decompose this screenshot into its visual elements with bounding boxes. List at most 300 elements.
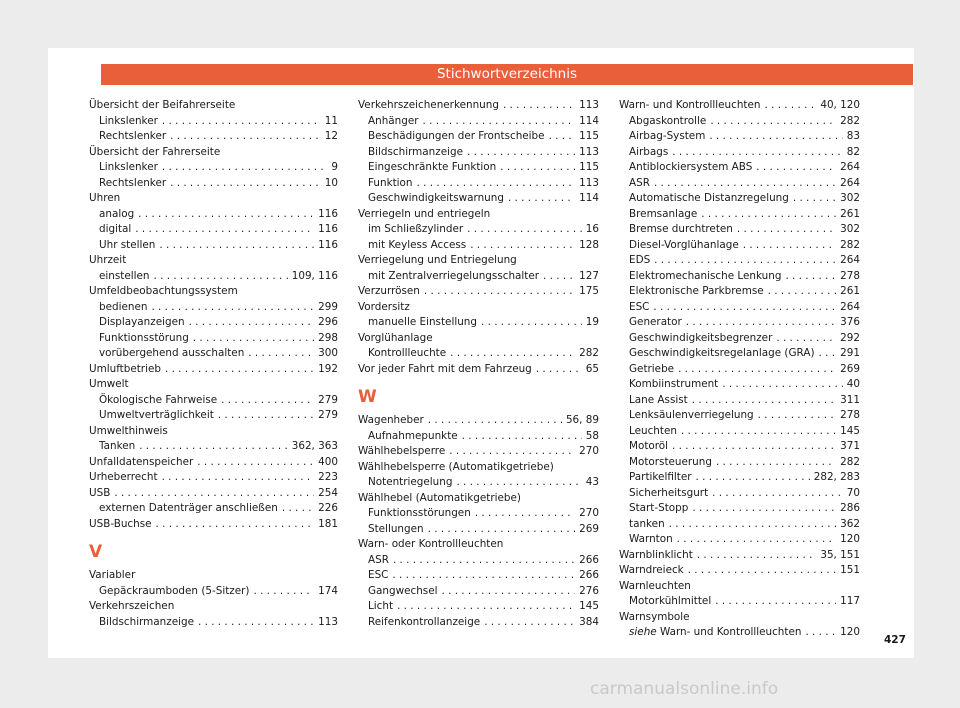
entry-label: mit Keyless Access (368, 238, 467, 251)
section-letter: V (89, 542, 103, 562)
index-entry (619, 98, 860, 114)
page-reference: 117 (840, 595, 860, 607)
leader-dots (715, 594, 836, 610)
watermark: carmanualsonline.info (590, 679, 779, 699)
leader-dots (536, 362, 582, 378)
index-entry (358, 207, 599, 223)
page-reference: 114 (579, 192, 599, 204)
page-reference: 282, 283 (813, 471, 860, 483)
page-reference: 264 (840, 254, 860, 266)
index-subentry (89, 393, 338, 409)
entry-label: Automatische Distanzregelung (629, 192, 789, 204)
entry-label: Diesel-Vorglühanlage (629, 238, 739, 251)
leader-dots (654, 176, 836, 192)
entry-label: Verzurrösen (358, 285, 420, 297)
index-subentry (89, 222, 338, 238)
index-subentry (619, 114, 860, 130)
leader-dots (428, 413, 562, 429)
leader-dots (793, 191, 836, 207)
leader-dots (189, 315, 315, 331)
page-reference: 279 (318, 393, 338, 406)
index-subentry (358, 176, 599, 192)
entry-label: Reifenkontrollanzeige (368, 615, 481, 628)
leader-dots (686, 315, 836, 331)
leader-dots (508, 191, 575, 207)
page-reference: 116 (318, 238, 338, 251)
entry-label: Warn- oder Kontrollleuchten (358, 538, 504, 550)
entry-label: Warn- und Kontrollleuchten (619, 99, 761, 111)
index-subentry (619, 300, 860, 316)
index-subentry (358, 114, 599, 130)
page-reference: 65 (585, 362, 599, 375)
index-entry (358, 537, 599, 553)
leader-dots (716, 455, 836, 471)
page-reference: 282 (579, 347, 599, 359)
page-reference: 175 (579, 285, 599, 297)
index-subentry (358, 615, 599, 631)
entry-label: Wählhebelsperre (Automatikgetriebe) (358, 460, 554, 473)
page-reference: 113 (579, 176, 599, 189)
entry-label: Partikelfilter (629, 471, 692, 483)
leader-dots (456, 475, 581, 491)
leader-dots (669, 517, 837, 533)
index-subentry (358, 269, 599, 285)
page-reference: 151 (840, 564, 860, 576)
leader-dots (162, 470, 315, 486)
page-reference: 266 (579, 553, 599, 566)
entry-label: Eingeschränkte Funktion (368, 161, 497, 173)
index-subentry (358, 315, 599, 331)
leader-dots (549, 129, 576, 145)
entry-label: Generator (629, 316, 682, 328)
entry-label: Abgaskontrolle (629, 114, 707, 127)
entry-label: ASR (629, 176, 650, 189)
index-entry (619, 563, 860, 579)
index-entry (89, 424, 338, 440)
entry-label: Beschädigungen der Frontscheibe (368, 130, 545, 142)
entry-label: Stellungen (368, 522, 424, 535)
entry-label-text: Warn- und Kontrollleuchten (656, 626, 802, 638)
entry-label: tanken (629, 517, 665, 530)
leader-dots (697, 548, 817, 564)
page-reference: 296 (318, 316, 338, 328)
page-reference: 223 (318, 471, 338, 483)
page-reference: 11 (324, 114, 338, 127)
page-reference: 116 (318, 207, 338, 220)
leader-dots (450, 346, 575, 362)
leader-dots (138, 207, 314, 223)
index-subentry (358, 584, 599, 600)
index-subentry (358, 191, 599, 207)
leader-dots (681, 424, 836, 440)
page-reference: 278 (840, 409, 860, 421)
leader-dots (688, 563, 836, 579)
leader-dots (678, 362, 836, 378)
index-subentry (358, 145, 599, 161)
leader-dots (417, 176, 576, 192)
index-subentry (89, 346, 338, 362)
leader-dots (165, 362, 314, 378)
page-reference: 266 (579, 569, 599, 581)
leader-dots (162, 160, 328, 176)
entry-label: ASR (368, 553, 389, 566)
entry-label: Verkehrszeichenerkennung (358, 99, 499, 111)
entry-label: bedienen (99, 300, 148, 313)
page-reference: 276 (579, 584, 599, 597)
entry-label: Ökologische Fahrweise (99, 393, 218, 406)
index-entry (358, 460, 599, 476)
index-entry (89, 470, 338, 486)
index-subentry (619, 284, 860, 300)
entry-label: Geschwindigkeitswarnung (368, 192, 504, 204)
page-reference: 109, 116 (291, 269, 338, 282)
index-subentry (358, 568, 599, 584)
index-entry (89, 362, 338, 378)
leader-dots (218, 408, 314, 424)
entry-label: Vor jeder Fahrt mit dem Fahrzeug (358, 362, 532, 375)
index-entry (358, 331, 599, 347)
leader-dots (672, 145, 843, 161)
entry-label: Bremse durchtreten (629, 223, 733, 235)
index-subentry (89, 207, 338, 223)
page-reference: 40 (846, 378, 860, 390)
entry-label: Urheberrecht (89, 471, 158, 483)
entry-label (629, 625, 801, 641)
index-subentry (89, 331, 338, 347)
entry-label: Elektronische Parkbremse (629, 285, 764, 297)
page-reference: 270 (579, 507, 599, 519)
entry-label: Funktionsstörungen (368, 507, 471, 519)
index-subentry (89, 238, 338, 254)
page-reference: 16 (585, 223, 599, 235)
leader-dots (114, 486, 314, 502)
page-reference: 261 (840, 285, 860, 297)
leader-dots (484, 615, 575, 631)
page-reference: 298 (318, 331, 338, 344)
entry-label: Gangwechsel (368, 584, 438, 597)
leader-dots (470, 238, 575, 254)
page-reference: 269 (840, 362, 860, 375)
leader-dots (282, 501, 314, 517)
page-reference: 113 (318, 615, 338, 628)
leader-dots (221, 393, 314, 409)
index-subentry (619, 145, 860, 161)
page-reference: 19 (585, 316, 599, 328)
entry-label: Vordersitz (358, 300, 410, 313)
page-reference: 70 (846, 486, 860, 499)
leader-dots (672, 439, 836, 455)
index-entry (358, 98, 599, 114)
leader-dots (170, 129, 321, 145)
index-subentry (619, 362, 860, 378)
leader-dots (500, 160, 575, 176)
index-entry (358, 491, 599, 507)
index-subentry (619, 439, 860, 455)
leader-dots (743, 238, 836, 254)
entry-label: Getriebe (629, 362, 675, 375)
leader-dots (162, 114, 321, 130)
index-subentry (619, 346, 860, 362)
entry-label: mit Zentralverriegelungsschalter (368, 269, 540, 282)
entry-label: Antiblockiersystem ABS (629, 161, 753, 173)
page-reference: 269 (579, 522, 599, 535)
index-subentry (619, 176, 860, 192)
index-subentry (358, 346, 599, 362)
leader-dots (696, 470, 810, 486)
entry-label: Geschwindigkeitsbegrenzer (629, 331, 773, 344)
index-subentry (619, 191, 860, 207)
leader-dots (449, 444, 575, 460)
page-reference: 279 (318, 409, 338, 421)
leader-dots (135, 222, 314, 238)
leader-dots (677, 532, 836, 548)
index-subentry (619, 377, 860, 393)
entry-label: Gepäckraumboden (5-Sitzer) (99, 584, 250, 597)
index-subentry (619, 393, 860, 409)
index-entry (358, 362, 599, 378)
page-reference: 82 (846, 145, 860, 158)
index-subentry (89, 615, 338, 631)
entry-label: Übersicht der Fahrerseite (89, 145, 221, 158)
page-reference: 362, 363 (291, 440, 338, 452)
index-subentry (619, 517, 860, 533)
page-header: Stichwortverzeichnis (101, 64, 913, 85)
leader-dots (151, 300, 314, 316)
leader-dots (710, 114, 836, 130)
leader-dots (170, 176, 321, 192)
page-reference: 254 (318, 486, 338, 499)
leader-dots (392, 568, 575, 584)
page-reference: 10 (324, 176, 338, 189)
entry-label: Verkehrszeichen (89, 600, 175, 612)
page-reference: 286 (840, 502, 860, 514)
index-entry (358, 413, 599, 429)
index-entry (89, 486, 338, 502)
entry-label: Start-Stopp (629, 502, 689, 514)
entry-label: Funktion (368, 176, 413, 189)
index-entry (619, 548, 860, 564)
leader-dots (653, 300, 836, 316)
index-subentry (619, 238, 860, 254)
page-reference: 226 (318, 502, 338, 514)
entry-label: Linkslenker (99, 161, 158, 173)
entry-label: USB-Buchse (89, 517, 152, 530)
page-reference: 40, 120 (820, 99, 860, 111)
page-reference: 12 (324, 130, 338, 142)
index-entry (619, 579, 860, 595)
leader-dots (154, 269, 288, 285)
leader-dots (785, 269, 836, 285)
page-reference: 192 (318, 362, 338, 375)
entry-label: Warndreieck (619, 564, 684, 576)
index-column-2 (358, 98, 599, 630)
entry-label: Motorkühlmittel (629, 595, 712, 607)
page-reference: 302 (840, 223, 860, 235)
entry-label: Umweltverträglichkeit (99, 409, 214, 421)
page-reference: 264 (840, 300, 860, 313)
leader-dots (692, 501, 836, 517)
leader-dots (423, 114, 576, 130)
entry-label: Verriegeln und entriegeln (358, 207, 491, 220)
entry-label: Bildschirmanzeige (368, 145, 463, 158)
entry-label: Linkslenker (99, 114, 158, 127)
page-reference: 58 (585, 429, 599, 442)
index-subentry (619, 594, 860, 610)
entry-label: manuelle Einstellung (368, 316, 477, 328)
page-reference: 116 (318, 223, 338, 235)
index-subentry (358, 238, 599, 254)
page-reference: 120 (840, 533, 860, 545)
page-reference: 282 (840, 238, 860, 251)
index-subentry (358, 506, 599, 522)
page-reference: 114 (579, 114, 599, 127)
leader-dots (253, 584, 314, 600)
page-reference: 282 (840, 114, 860, 127)
index-subentry (89, 501, 338, 517)
page-reference: 9 (331, 161, 338, 173)
entry-label: analog (99, 207, 135, 220)
entry-label: Warnblinklicht (619, 548, 693, 561)
entry-label: im Schließzylinder (368, 223, 464, 235)
leader-dots (692, 393, 836, 409)
page-reference: 264 (840, 161, 860, 173)
index-subentry (89, 300, 338, 316)
index-subentry (619, 501, 860, 517)
entry-label: Displayanzeigen (99, 316, 185, 328)
index-subentry (619, 486, 860, 502)
entry-label: Bremsanlage (629, 207, 698, 220)
index-subentry (619, 269, 860, 285)
leader-dots (737, 222, 836, 238)
index-column-3 (619, 98, 860, 641)
entry-label: vorübergehend ausschalten (99, 347, 245, 359)
leader-dots (467, 145, 575, 161)
leader-dots (475, 506, 575, 522)
page-reference: 145 (840, 424, 860, 437)
page-reference: 292 (840, 331, 860, 344)
leader-dots (654, 253, 836, 269)
entry-label: Warnton (629, 533, 673, 545)
page-reference: 127 (579, 269, 599, 282)
index-entry (89, 191, 338, 207)
page-reference: 145 (579, 600, 599, 612)
index-entry (89, 253, 338, 269)
index-entry (89, 517, 338, 533)
index-subentry (619, 625, 860, 641)
index-subentry (619, 315, 860, 331)
entry-label: ESC (368, 569, 389, 581)
index-entry (619, 610, 860, 626)
entry-label: externen Datenträger anschließen (99, 502, 278, 514)
entry-label: EDS (629, 254, 651, 266)
leader-dots (159, 238, 314, 254)
index-subentry (358, 222, 599, 238)
entry-label: Aufnahmepunkte (368, 429, 458, 442)
index-subentry (619, 408, 860, 424)
entry-label: Uhren (89, 192, 121, 204)
index-entry (358, 253, 599, 269)
entry-label: Unfalldatenspeicher (89, 455, 194, 468)
leader-dots (722, 377, 843, 393)
leader-dots (805, 625, 836, 641)
entry-label: Notentriegelung (368, 476, 453, 488)
page-reference: 120 (840, 626, 860, 638)
leader-dots (543, 269, 575, 285)
index-subentry (358, 522, 599, 538)
index-subentry (358, 129, 599, 145)
leader-dots (198, 615, 314, 631)
index-column-1 (89, 98, 338, 630)
index-subentry (358, 553, 599, 569)
leader-dots (424, 284, 575, 300)
entry-label: Leuchten (629, 424, 677, 437)
index-subentry (619, 222, 860, 238)
page-reference: 113 (579, 145, 599, 158)
leader-dots (701, 207, 836, 223)
page-reference: 299 (318, 300, 338, 313)
index-subentry (89, 269, 338, 285)
leader-dots (503, 98, 575, 114)
index-subentry (619, 455, 860, 471)
leader-dots (709, 129, 842, 145)
entry-label: USB (89, 486, 111, 499)
index-subentry (358, 429, 599, 445)
index-subentry (89, 315, 338, 331)
entry-label: Lane Assist (629, 393, 688, 406)
page-reference: 302 (840, 192, 860, 204)
page-reference: 362 (840, 517, 860, 530)
entry-label: Umwelthinweis (89, 424, 168, 437)
index-subentry (358, 599, 599, 615)
entry-label: Uhrzeit (89, 254, 127, 266)
page-reference: 300 (318, 347, 338, 359)
entry-label: Motorsteuerung (629, 455, 712, 468)
index-entry (89, 568, 338, 584)
leader-dots (197, 455, 314, 471)
leader-dots (397, 599, 575, 615)
page-reference: 278 (840, 269, 860, 282)
entry-label: Licht (368, 600, 394, 612)
page-reference: 371 (840, 440, 860, 452)
entry-label: Geschwindigkeitsregelanlage (GRA) (629, 347, 815, 359)
index-subentry (619, 129, 860, 145)
entry-label: Wählhebelsperre (358, 445, 446, 457)
entry-label: Warnleuchten (619, 579, 691, 592)
leader-dots (248, 346, 314, 362)
entry-label: Rechtslenker (99, 130, 167, 142)
page-number: 427 (884, 634, 906, 646)
page-reference: 174 (318, 584, 338, 597)
entry-label: Warnsymbole (619, 610, 690, 623)
page-reference: 282 (840, 455, 860, 468)
index-entry (89, 455, 338, 471)
index-entry (89, 599, 338, 615)
index-entry (89, 98, 338, 114)
entry-label: ESC (629, 300, 650, 313)
entry-label: Umluftbetrieb (89, 362, 161, 375)
page-reference: 376 (840, 316, 860, 328)
entry-label: Umfeldbeobachtungssystem (89, 285, 238, 297)
index-entry (358, 444, 599, 460)
leader-dots (139, 439, 288, 455)
leader-dots (768, 284, 837, 300)
entry-label: Elektromechanische Lenkung (629, 269, 782, 282)
leader-dots (756, 160, 836, 176)
page-reference: 181 (318, 517, 338, 530)
entry-label: Uhr stellen (99, 238, 156, 251)
index-entry (358, 300, 599, 316)
index-subentry (619, 160, 860, 176)
